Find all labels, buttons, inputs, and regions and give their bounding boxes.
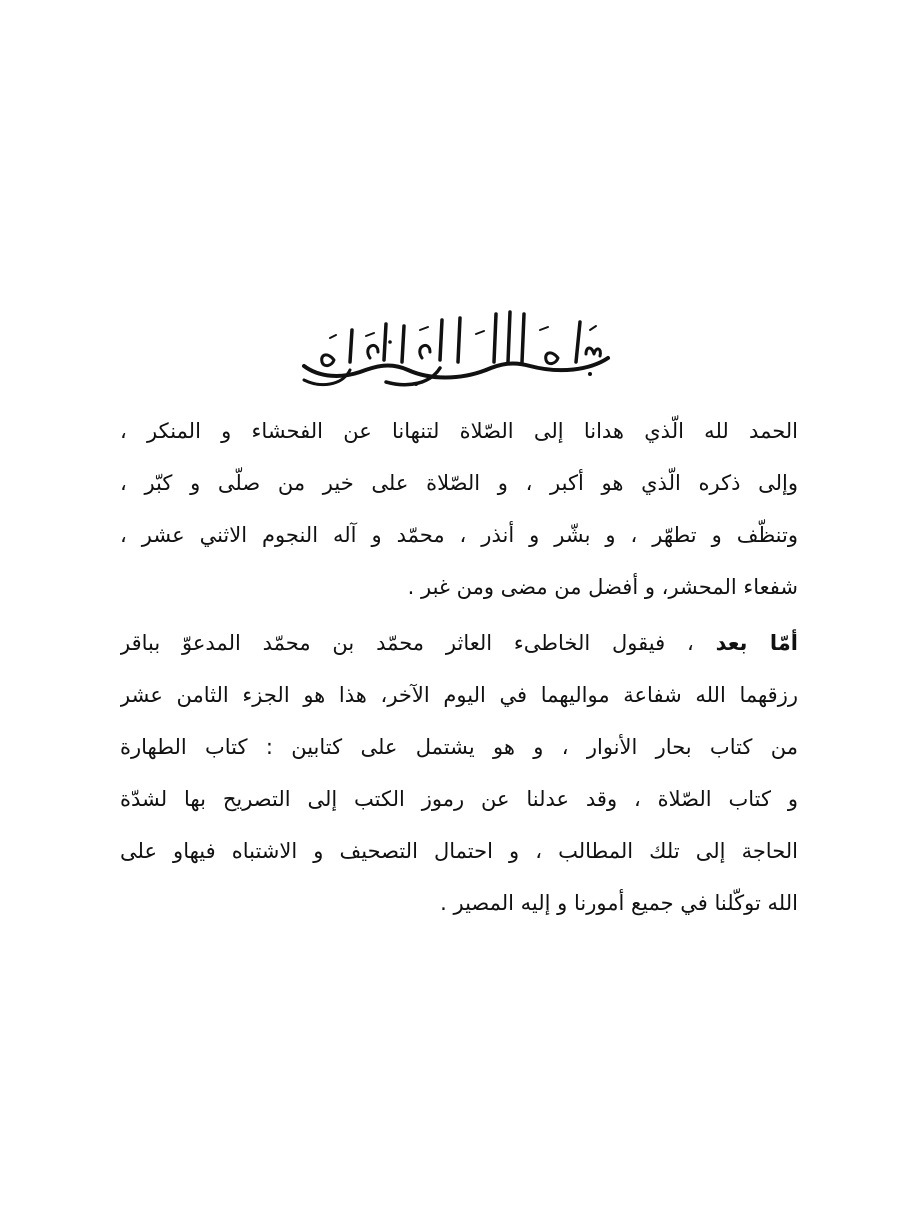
text-line: من كتاب بحار الأنوار ، و هو يشتمل على كتابين : كتاب الطهارة: [120, 735, 798, 759]
text-line: وإلى ذكره الّذي هو أكبر ، و الصّلاة على خير من صلّى و كبّر ،: [120, 471, 798, 495]
basmala-calligraphy: [290, 300, 620, 390]
text-line: الحمد لله الّذي هدانا إلى الصّلاة لتنهانا عن الفحشاء و المنكر ،: [120, 419, 798, 443]
text-line: الله توكّلنا في جميع أمورنا و إليه المصير .: [440, 891, 798, 915]
text-line: رزقهما الله شفاعة مواليهما في اليوم الآخر، هذا هو الجزء الثامن عشر: [120, 683, 798, 707]
body-text: [120, 405, 798, 929]
text-line: [120, 617, 798, 669]
text-line: و كتاب الصّلاة ، وقد عدلنا عن رموز الكتب إلى التصريح بها لشدّة: [120, 787, 798, 811]
basmala-calligraphy-art: [290, 300, 620, 390]
text-span: ، فيقول الخاطىء العاثر محمّد بن محمّد المدعوّ بباقر: [120, 631, 694, 655]
text-line: الحاجة إلى تلك المطالب ، و احتمال التصحيف و الاشتباه فيهاو على: [120, 839, 798, 863]
lead-phrase: أمّا بعد: [715, 631, 798, 655]
text-line: وتنظّف و تطهّر ، و بشّر و أنذر ، محمّد و آله النجوم الاثني عشر ،: [120, 523, 798, 547]
text-line: شفعاء المحشر، و أفضل من مضى ومن غبر .: [407, 575, 798, 599]
